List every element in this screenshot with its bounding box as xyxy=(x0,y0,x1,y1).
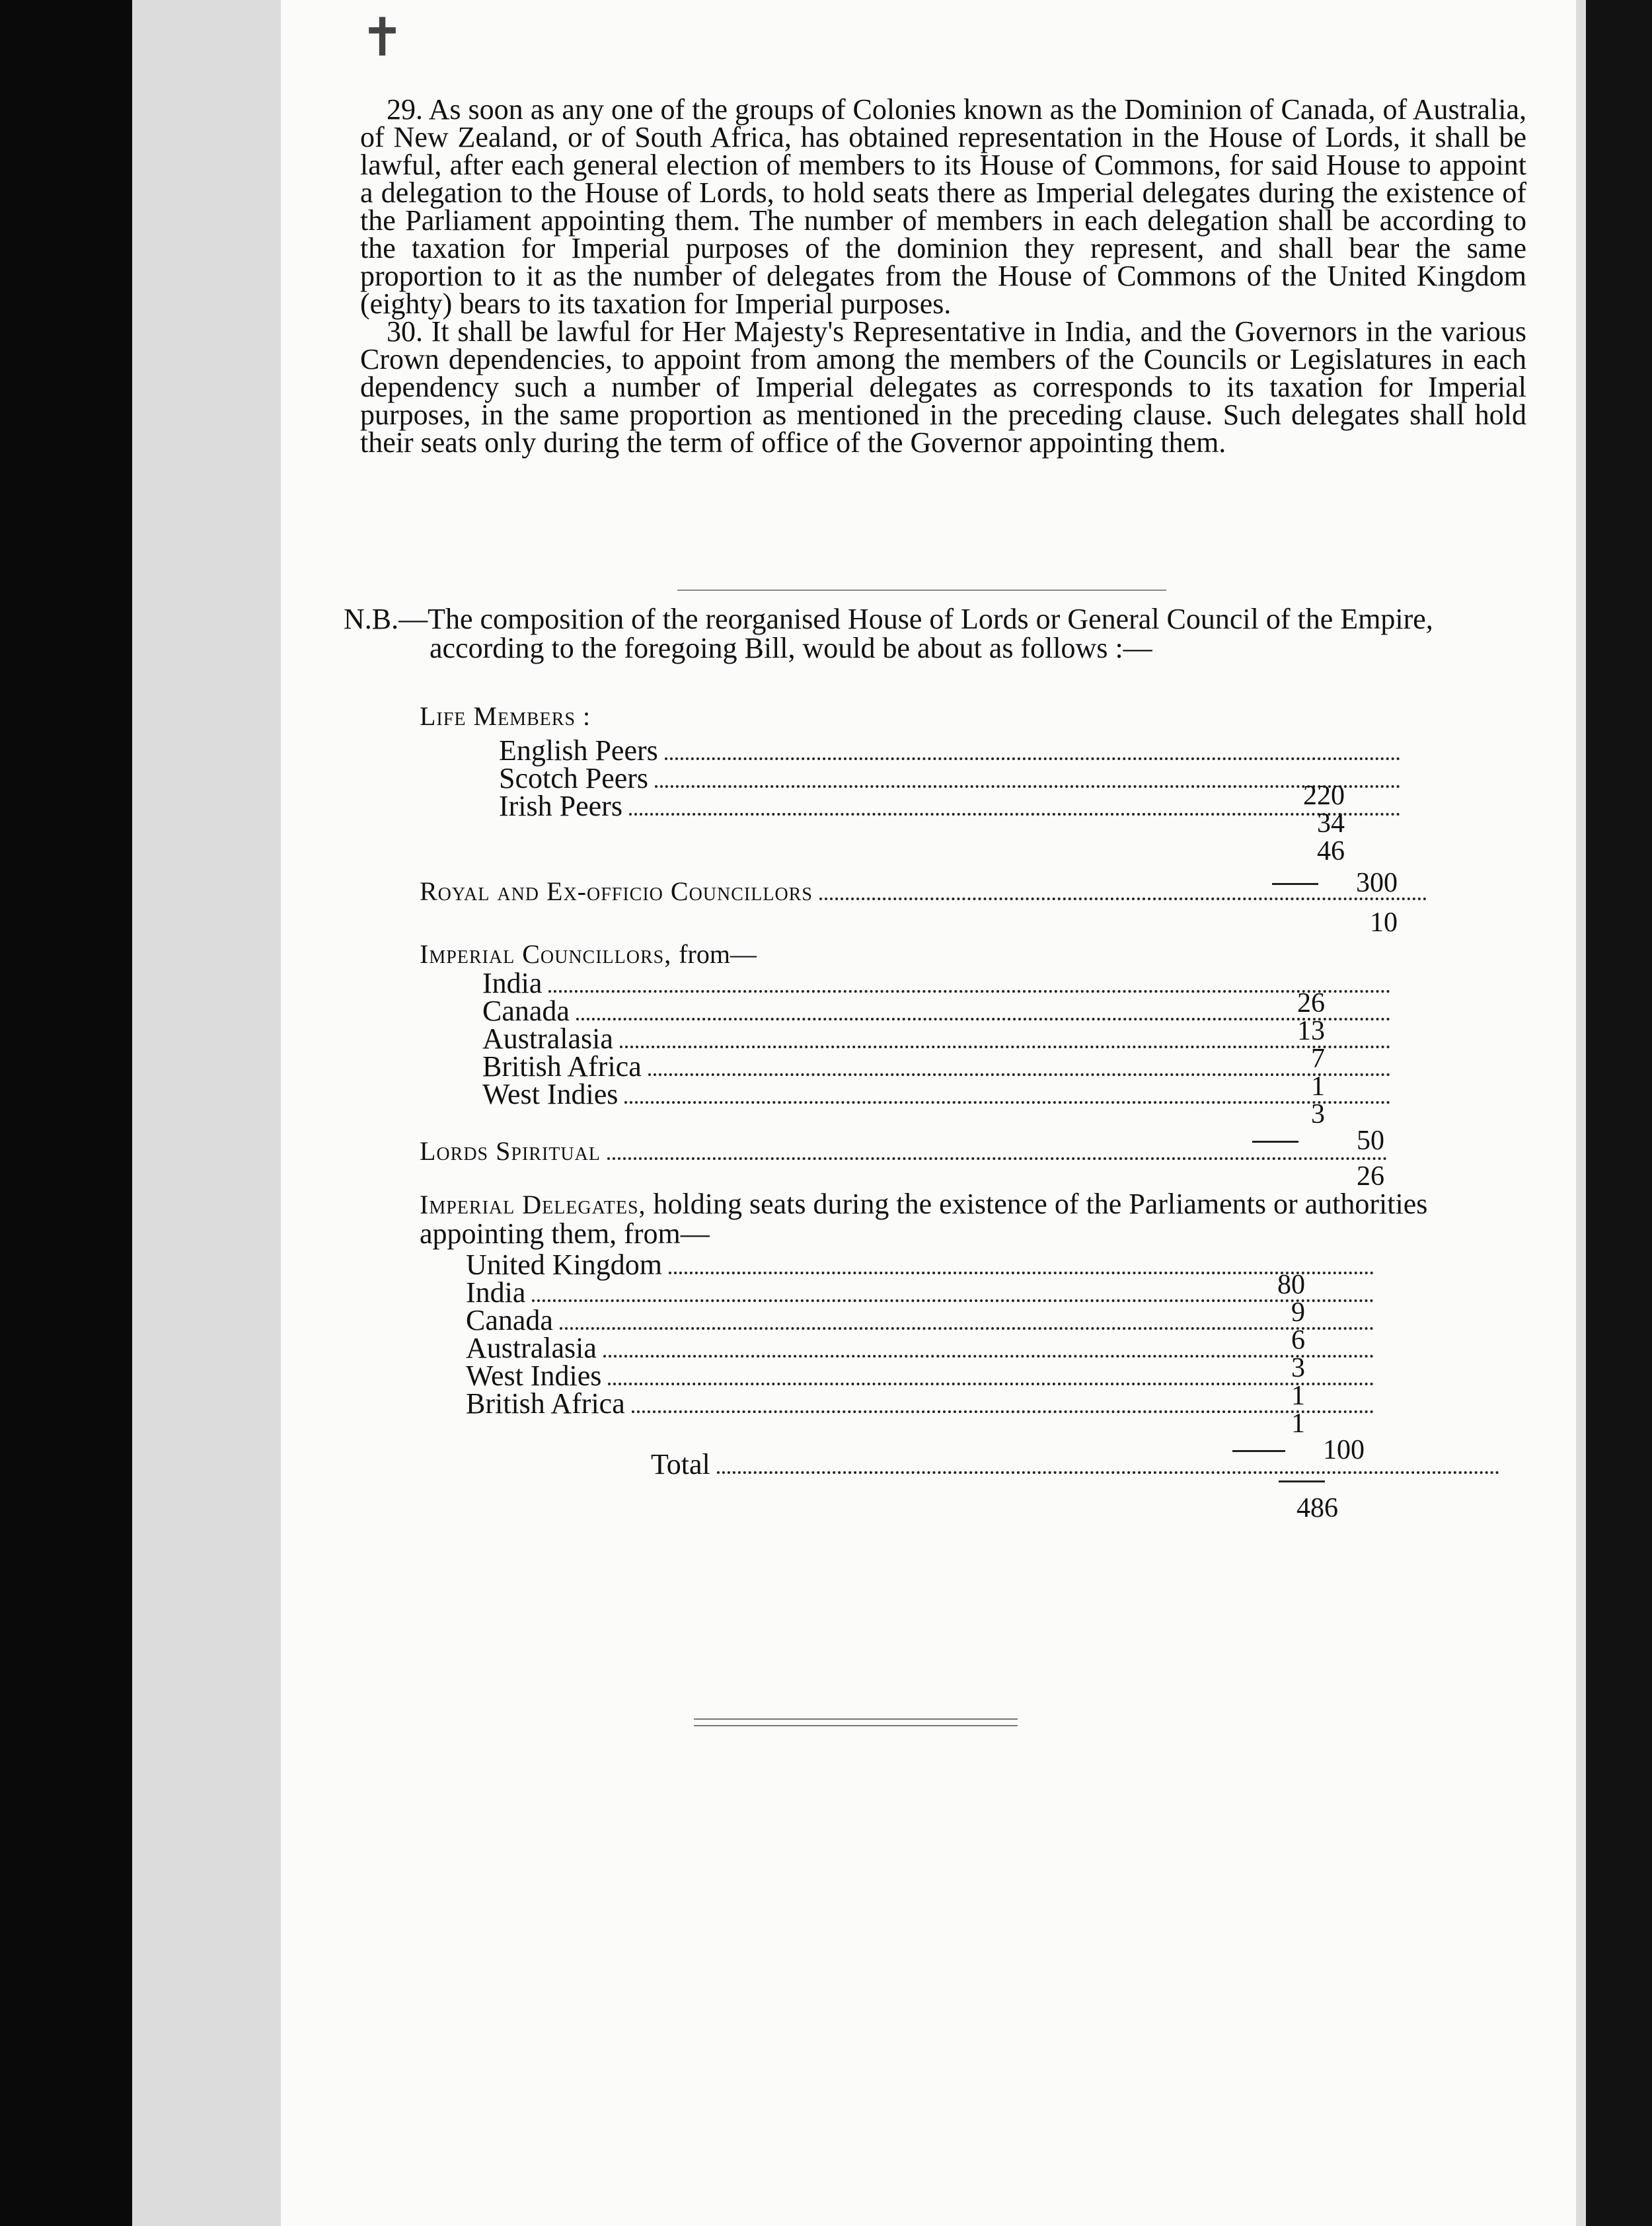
item-label: British Africa xyxy=(482,1050,642,1083)
item-label: West Indies xyxy=(466,1360,602,1392)
heading-description: holding seats during the existence of the Parliaments or authorities appointing them, from— xyxy=(420,1188,1428,1250)
item-value: 26 xyxy=(1297,988,1325,1018)
lords-spiritual-heading: Lords Spiritual xyxy=(420,1136,601,1166)
scan-right-edge xyxy=(1586,0,1652,2226)
item-label: British Africa xyxy=(466,1387,625,1420)
list-item xyxy=(420,1135,1398,1167)
list-item xyxy=(420,876,1437,907)
imperial-delegates-heading xyxy=(420,1190,1517,1248)
total-label: Total xyxy=(651,1448,710,1480)
item-value: 26 xyxy=(1357,1161,1384,1192)
item-label: United Kingdom xyxy=(466,1248,662,1281)
item-label: India xyxy=(466,1276,526,1309)
item-label: Canada xyxy=(482,995,570,1027)
subtotal-value: 300 xyxy=(1356,868,1398,898)
item-label: West Indies xyxy=(482,1078,619,1110)
end-rule xyxy=(694,1718,1018,1720)
clauses xyxy=(360,93,1526,459)
heading-text: Imperial Councillors, xyxy=(420,939,672,969)
item-label: Canada xyxy=(466,1304,553,1336)
clause-30: 30. It shall be lawful for Her Majesty's Representative in India, and the Governors in the various Crown dependencies, to appoint from among the members of the Councils or Legislatures in each dependency such a number of Imperial delegates as corresponds to its taxation for Imperial purposes, in the same proportion as mentioned in the preceding clause. Such delegates shall hold their seats only during the term of office of the Governor appointing them. xyxy=(360,315,1526,459)
document-page xyxy=(281,0,1576,2226)
total-row xyxy=(651,1447,1510,1481)
nb-note xyxy=(344,605,1533,663)
section-divider xyxy=(677,590,1166,591)
imperial-councillors-heading xyxy=(420,939,757,970)
item-value: 1 xyxy=(1311,1071,1325,1102)
royal-heading: Royal and Ex-officio Councillors xyxy=(420,876,813,906)
pencil-mark-icon: ✝ xyxy=(360,9,405,67)
item-label: India xyxy=(482,967,543,999)
item-value: 13 xyxy=(1297,1016,1325,1046)
item-value: 7 xyxy=(1311,1044,1325,1074)
item-value: 1 xyxy=(1291,1381,1305,1411)
item-label: Irish Peers xyxy=(499,790,622,822)
subtotal-value: 50 xyxy=(1357,1126,1384,1156)
item-label: Australasia xyxy=(466,1332,597,1364)
item-value: 6 xyxy=(1291,1325,1305,1356)
leader-dots xyxy=(819,898,1427,900)
clause-29: 29. As soon as any one of the groups of Colonies known as the Dominion of Canada, of Australia, of New Zealand, or of South Africa, has obtained representation in the House of Lords, it shall be lawful, after each general election of members to its House of Commons, for said House to appoint a delegation to the House of Lords, to hold seats there as Imperial delegates during the existence of the Parliament appointing them. The number of members in each delegation shall be according to the taxation for Imperial purposes of the dominion they represent, and shall bear the same proportion to it as the number of delegates from the House of Commons of the United Kingdom (eighty) bears to its taxation for Imperial purposes. xyxy=(360,93,1526,320)
end-rule xyxy=(694,1725,1018,1726)
item-value: 1 xyxy=(1291,1408,1305,1439)
leader-dots xyxy=(607,1157,1387,1160)
heading-from: from— xyxy=(679,939,757,969)
subtotal-value: 100 xyxy=(1323,1435,1365,1465)
total-value: 486 xyxy=(1296,1493,1338,1523)
leader-dots xyxy=(717,1471,1499,1474)
item-label: English Peers xyxy=(499,734,658,767)
item-value: 46 xyxy=(1317,836,1345,866)
item-value: 220 xyxy=(1303,781,1345,811)
leader-dots xyxy=(665,757,1400,760)
item-value: 3 xyxy=(1291,1353,1305,1383)
item-label: Australasia xyxy=(482,1022,613,1055)
item-value: 9 xyxy=(1291,1297,1305,1328)
life-members-heading: Life Members : xyxy=(420,701,591,731)
nb-lead-text: N.B.—The composition of the reorganised House of Lords or General Council of the Empire, according to the foregoing Bill, would be about as follows :— xyxy=(344,603,1433,664)
scan-left-margin xyxy=(0,0,129,2226)
item-value: 34 xyxy=(1317,808,1345,839)
item-value: 3 xyxy=(1311,1099,1325,1130)
heading-text: Imperial Delegates, xyxy=(420,1190,646,1219)
item-value: 80 xyxy=(1277,1270,1305,1300)
item-label: Scotch Peers xyxy=(499,762,649,794)
item-value: 10 xyxy=(1370,907,1398,938)
